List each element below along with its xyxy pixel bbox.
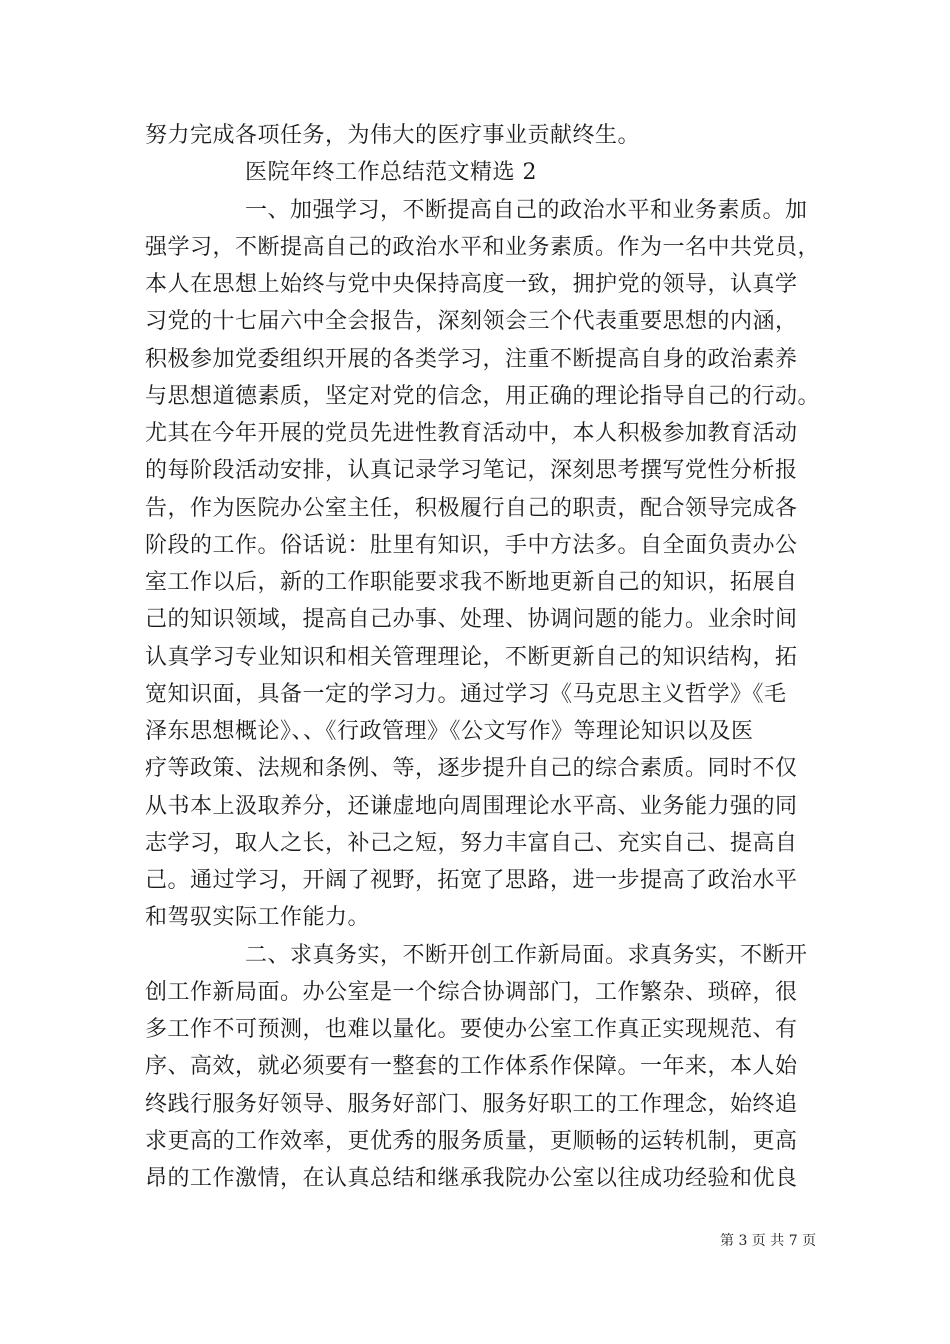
body-text-line: 努力完成各项任务，为伟大的医疗事业贡献终生。 [145, 123, 641, 148]
body-text-line: 疗等政策、法规和条例、等，逐步提升自己的综合素质。同时不仅 [145, 756, 798, 781]
body-text-line: 志学习，取人之长，补己之短，努力丰富自己、充实自己、提高自 [145, 831, 798, 856]
heading-line-2: 二、求真务实，不断开创工作新局面。求真务实，不断开 [245, 943, 808, 968]
section-title: 医院年终工作总结范文精选 2 [245, 160, 537, 185]
body-text-line: 创工作新局面。办公室是一个综合协调部门，工作繁杂、琐碎，很 [145, 980, 798, 1005]
page-number: 第 3 页 共 7 页 [720, 1233, 817, 1249]
body-text-line: 和驾驭实际工作能力。 [145, 905, 371, 930]
body-text-line: 告，作为医院办公室主任，积极履行自己的职责，配合领导完成各 [145, 496, 798, 521]
body-text-line: 终践行服务好领导、服务好部门、服务好职工的工作理念，始终追 [145, 1092, 798, 1117]
body-text-line: 认真学习专业知识和相关管理理论，不断更新自己的知识结构，拓 [145, 645, 798, 670]
body-text-line: 习党的十七届六中全会报告，深刻领会三个代表重要思想的内涵， [145, 309, 798, 334]
body-text-line: 与思想道德素质，坚定对党的信念，用正确的理论指导自己的行动。 [145, 384, 821, 409]
body-text-line: 己。通过学习，开阔了视野，拓宽了思路，进一步提高了政治水平 [145, 868, 798, 893]
body-text-line: 尤其在今年开展的党员先进性教育活动中，本人积极参加教育活动 [145, 421, 798, 446]
body-text-line: 积极参加党委组织开展的各类学习，注重不断提高自身的政治素养 [145, 347, 798, 372]
body-text-line: 强学习，不断提高自己的政治水平和业务素质。作为一名中共党员， [145, 235, 821, 260]
body-text-line: 泽东思想概论》、、《行政管理》《公文写作》等理论知识以及医 [145, 719, 754, 744]
body-text-line: 昂的工作激情，在认真总结和继承我院办公室以往成功经验和优良 [145, 1166, 798, 1191]
heading-line-1: 一、加强学习，不断提高自己的政治水平和业务素质。加 [245, 198, 808, 223]
body-text-line: 室工作以后，新的工作职能要求我不断地更新自己的知识，拓展自 [145, 570, 798, 595]
body-text-line: 阶段的工作。俗话说：肚里有知识，手中方法多。自全面负责办公 [145, 533, 798, 558]
body-text-line: 多工作不可预测，也难以量化。要使办公室工作真正实现规范、有 [145, 1017, 798, 1042]
body-text-line: 己的知识领域，提高自己办事、处理、协调问题的能力。业余时间 [145, 607, 798, 632]
body-text-line: 宽知识面，具备一定的学习力。通过学习《马克思主义哲学》《毛 [145, 682, 787, 707]
body-text-line: 从书本上汲取养分，还谦虚地向周围理论水平高、业务能力强的同 [145, 794, 798, 819]
body-text-line: 本人在思想上始终与党中央保持高度一致，拥护党的领导，认真学 [145, 272, 798, 297]
body-text-line: 的每阶段活动安排，认真记录学习笔记，深刻思考撰写党性分析报 [145, 458, 798, 483]
body-text-line: 求更高的工作效率，更优秀的服务质量，更顺畅的运转机制，更高 [145, 1129, 798, 1154]
body-text-line: 序、高效，就必须要有一整套的工作体系作保障。一年来，本人始 [145, 1054, 798, 1079]
